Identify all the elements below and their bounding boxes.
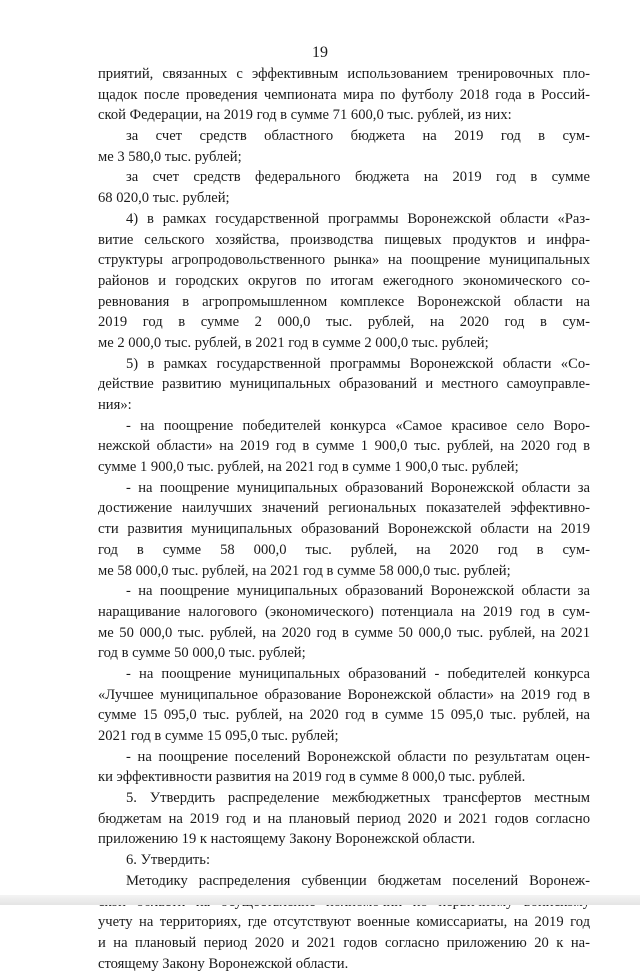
text-line: учету на территориях, где отсутствуют военные комиссариаты, на 2019 год bbox=[98, 914, 590, 931]
text-line: 6. Утвердить: bbox=[126, 852, 211, 869]
text-line: - на поощрение муниципальных образований Воронежской области за bbox=[126, 583, 590, 600]
text-line: за счет средств областного бюджета на 2019 год в сум- bbox=[126, 128, 590, 145]
text-line: - на поощрение муниципальных образований Воронежской области за bbox=[126, 479, 590, 496]
text-line: ме 2 000,0 тыс. рублей, в 2021 год в сумме 2 000,0 тыс. рублей; bbox=[98, 334, 489, 351]
text-line: наращивание налогового (экономического) потенциала на 2019 год в сум- bbox=[98, 603, 590, 620]
text-line: - на поощрение поселений Воронежской области по результатам оцен- bbox=[126, 748, 590, 765]
text-line: 2019 год в сумме 2 000,0 тыс. рублей, на 2020 год в сум- bbox=[98, 314, 590, 331]
text-line: бюджетам на 2019 год и на плановый период 2020 и 2021 годов согласно bbox=[98, 810, 590, 827]
text-line: - на поощрение муниципальных образований - победителей конкурса bbox=[126, 665, 590, 682]
text-line: щадок после проведения чемпионата мира по футболу 2018 года в Россий- bbox=[98, 86, 590, 103]
text-line: районов и городских округов по итогам ежегодного экономического со- bbox=[98, 272, 590, 289]
text-line: ме 58 000,0 тыс. рублей, на 2021 год в сумме 58 000,0 тыс. рублей; bbox=[98, 562, 511, 579]
text-line: 5. Утвердить распределение межбюджетных трансфертов местным bbox=[126, 790, 590, 807]
text-line: сти развития муниципальных образований Воронежской области на 2019 bbox=[98, 521, 590, 538]
text-line: 2021 год в сумме 15 095,0 тыс. рублей; bbox=[98, 728, 339, 744]
text-line: 5) в рамках государственной программы Воронежской области «Со- bbox=[126, 355, 590, 372]
text-line: год в сумме 58 000,0 тыс. рублей, на 2020 год в сум- bbox=[98, 541, 590, 558]
text-line: действие развитию муниципальных образований и местного самоуправле- bbox=[98, 376, 590, 393]
text-line: приложению 19 к настоящему Закону Воронежской области. bbox=[98, 831, 476, 848]
text-line: ки эффективности развития на 2019 год в сумме 8 000,0 тыс. рублей. bbox=[98, 769, 526, 786]
text-line: 68 020,0 тыс. рублей; bbox=[98, 190, 230, 207]
text-line: сумме 15 095,0 тыс. рублей, на 2020 год в сумме 15 095,0 тыс. рублей, на bbox=[98, 707, 590, 724]
text-line: 4) в рамках государственной программы Воронежской области «Раз- bbox=[126, 210, 590, 227]
text-line: приятий, связанных с эффективным использованием тренировочных пло- bbox=[98, 66, 590, 82]
text-line: достижение наилучших значений региональных показателей эффективно- bbox=[98, 500, 590, 517]
text-line: витие сельского хозяйства, производства пищевых продуктов и инфра- bbox=[98, 231, 590, 248]
text-line: ме 50 000,0 тыс. рублей, на 2020 год в сумме 50 000,0 тыс. рублей, на 2021 bbox=[98, 624, 590, 641]
page-bottom-edge bbox=[0, 895, 640, 905]
text-line: ния»: bbox=[98, 397, 132, 413]
document-body bbox=[98, 64, 590, 974]
page-number: 19 bbox=[312, 44, 328, 61]
text-line: год в сумме 50 000,0 тыс. рублей; bbox=[98, 645, 306, 662]
text-line: ме 3 580,0 тыс. рублей; bbox=[98, 148, 242, 165]
text-line: нежской области» на 2019 год в сумме 1 900,0 тыс. рублей, на 2020 год в bbox=[98, 438, 590, 455]
text-line: сумме 1 900,0 тыс. рублей, на 2021 год в сумме 1 900,0 тыс. рублей; bbox=[98, 459, 519, 476]
text-line: ревнования в агропромышленном комплексе Воронежской области на bbox=[98, 293, 590, 310]
text-line: и на плановый период 2020 и 2021 годов согласно приложению 20 к на- bbox=[98, 934, 590, 951]
text-line: «Лучшее муниципальное образование Воронежской области» на 2019 год в bbox=[98, 686, 590, 703]
text-line: структуры агропродовольственного рынка» на поощрение муниципальных bbox=[98, 252, 590, 269]
text-line: ской Федерации, на 2019 год в сумме 71 600,0 тыс. рублей, из них: bbox=[98, 107, 512, 124]
text-line: стоящему Закону Воронежской области. bbox=[98, 955, 349, 972]
text-line: - на поощрение победителей конкурса «Самое красивое село Воро- bbox=[126, 417, 590, 434]
text-line: за счет средств федерального бюджета на 2019 год в сумме bbox=[126, 169, 590, 186]
text-line: Методику распределения субвенции бюджетам поселений Воронеж- bbox=[126, 872, 590, 889]
